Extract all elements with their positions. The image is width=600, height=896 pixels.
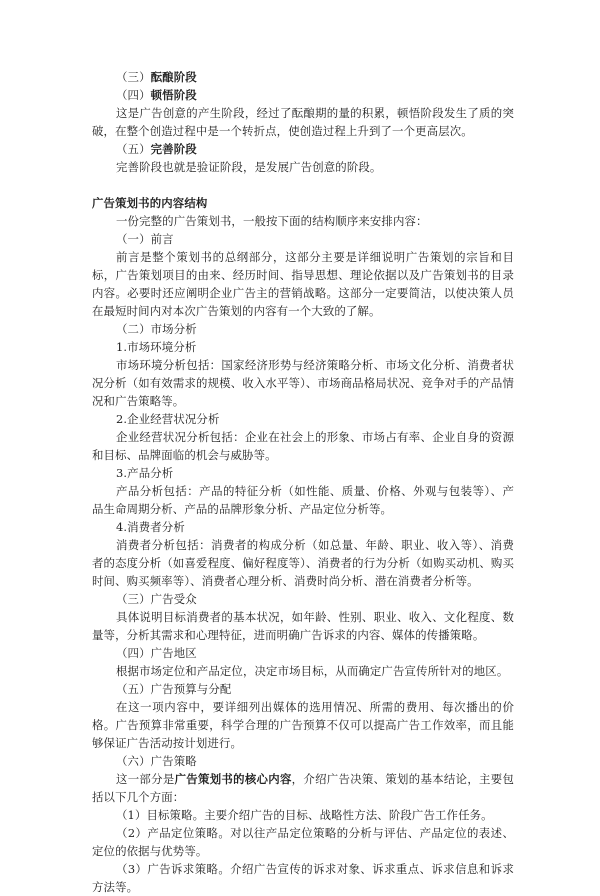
stage5-number: （五）	[116, 142, 151, 156]
stage4-title: 顿悟阶段	[150, 88, 197, 102]
heading-region: （四）广告地区	[116, 646, 197, 660]
business-status-paragraph: 企业经营状况分析包括：企业在社会上的形象、市场占有率、企业自身的资源和目标、品牌面临的机会与威胁等。	[92, 430, 514, 462]
audience-paragraph: 具体说明目标消费者的基本状况，如年龄、性别、职业、收入、文化程度、数量等，分析其需求和心理特征，进而明确广告诉求的内容、媒体的传播策略。	[92, 610, 514, 642]
section-title: 广告策划书的内容结构	[92, 196, 208, 210]
market-environment-paragraph: 市场环境分析包括：国家经济形势与经济策略分析、市场文化分析、消费者状况分析（如有效需求的规模、收入水平等）、市场商品格局状况、竞争对手的产品情况和广告策略等。	[92, 358, 514, 408]
document-body	[92, 68, 514, 896]
strategy-paragraph	[92, 770, 514, 806]
subheading-product-analysis: 3.产品分析	[116, 466, 174, 480]
subheading-business-status: 2.企业经营状况分析	[116, 412, 220, 426]
budget-paragraph: 在这一项内容中，要详细列出媒体的选用情况、所需的费用、每次播出的价格。广告预算非常重要，科学合理的广告预算不仅可以提高广告工作效率，而且能够保证广告活动按计划进行。	[92, 700, 514, 750]
strategy-text-pre: 这一部分是	[116, 772, 175, 786]
heading-strategy: （六）广告策略	[116, 754, 197, 768]
product-analysis-paragraph: 产品分析包括：产品的特征分析（如性能、质量、价格、外观与包装等）、产品生命周期分析、产品的品牌形象分析、产品定位分析等。	[92, 484, 514, 516]
subheading-consumer-analysis: 4.消费者分析	[116, 520, 185, 534]
stage3-heading	[92, 68, 514, 86]
list-item: （1）目标策略。主要介绍广告的目标、战略性方法、阶段广告工作任务。	[116, 808, 493, 822]
region-paragraph: 根据市场定位和产品定位，决定市场目标，从而确定广告宣传所针对的地区。	[116, 664, 509, 678]
strategy-text-bold: 广告策划书的核心内容	[174, 772, 292, 786]
preface-paragraph: 前言是整个策划书的总纲部分，这部分主要是详细说明广告策划的宗旨和目标，广告策划项目的由来、经历时间、指导思想、理论依据以及广告策划书的目录内容。必要时还应阐明企业广告主的营销战略。这部分一定要简洁，以使决策人员在最短时间内对本次广告策划的内容有一个大致的了解。	[92, 250, 514, 318]
heading-preface: （一）前言	[116, 232, 174, 246]
list-item: （3）广告诉求策略。介绍广告宣传的诉求对象、诉求重点、诉求信息和诉求方法等。	[92, 862, 514, 894]
heading-market-analysis: （二）市场分析	[116, 322, 197, 336]
strategy-text-post: ，介绍广告决策、策划的基本结论，主要包括以下几个方面：	[92, 772, 514, 804]
intro-paragraph: 一份完整的广告策划书，一般按下面的结构顺序来安排内容：	[116, 214, 428, 228]
heading-budget: （五）广告预算与分配	[116, 682, 232, 696]
stage4-number: （四）	[116, 88, 151, 102]
stage5-heading	[92, 140, 514, 158]
heading-audience: （三）广告受众	[116, 592, 197, 606]
stage3-title: 酝酿阶段	[150, 70, 197, 84]
stage4-heading	[92, 86, 514, 104]
stage5-title: 完善阶段	[150, 142, 197, 156]
stage4-paragraph: 这是广告创意的产生阶段，经过了酝酿期的量的积累，顿悟阶段发生了质的突破，在整个创造过程中是一个转折点，使创造过程上升到了一个更高层次。	[92, 106, 514, 138]
subheading-market-environment: 1.市场环境分析	[116, 340, 197, 354]
stage5-paragraph: 完善阶段也就是验证阶段，是发展广告创意的阶段。	[116, 160, 382, 174]
stage3-number: （三）	[116, 70, 151, 84]
list-item: （2）产品定位策略。对以往产品定位策略的分析与评估、产品定位的表述、定位的依据与优势等。	[92, 826, 514, 858]
consumer-analysis-paragraph: 消费者分析包括：消费者的构成分析（如总量、年龄、职业、收入等）、消费者的态度分析（如喜爱程度、偏好程度等）、消费者的行为分析（如购买动机、购买时间、购买频率等）、消费者心理分析、消费时尚分析、潜在消费者分析等。	[92, 538, 514, 588]
